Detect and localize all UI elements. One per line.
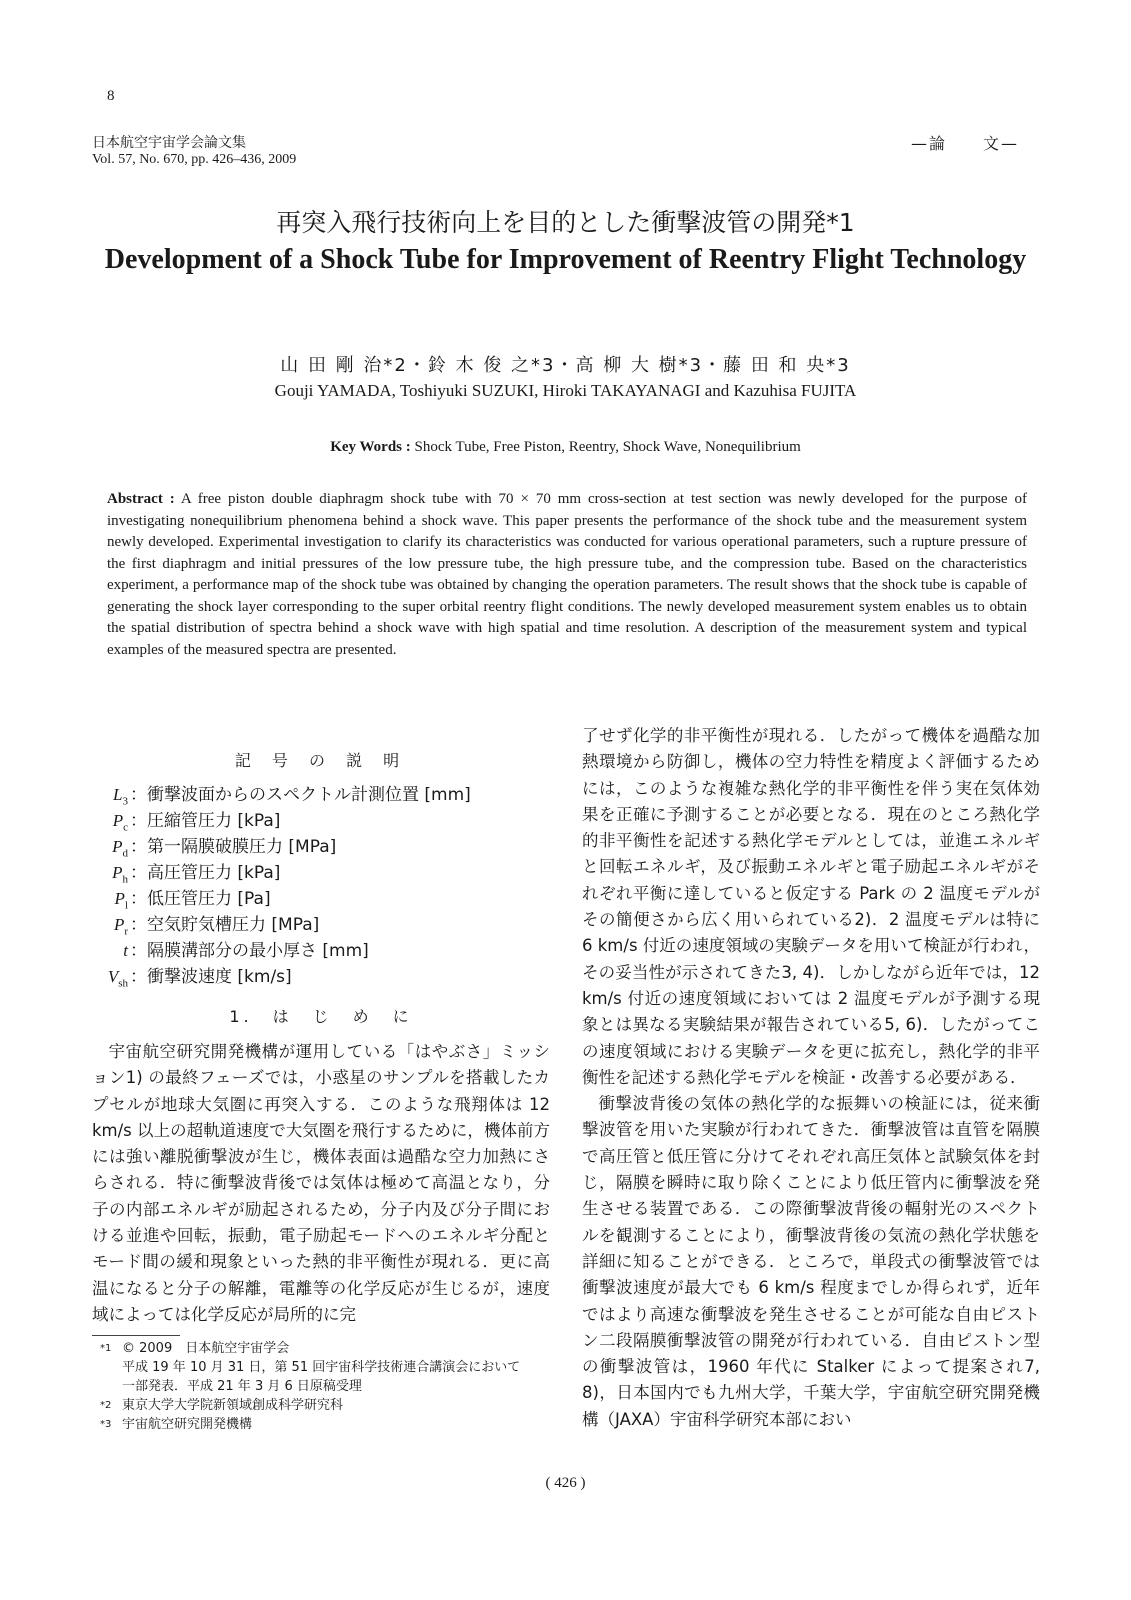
nomenclature-description: ：圧縮管圧力 [kPa] xyxy=(130,811,281,831)
right-paragraph-1: 了せず化学的非平衡性が現れる．したがって機体を過酷な加熱環境から防御し，機体の空力特性を精度よく評価するためには，このような複雑な熱化学的非平衡性を伴う実在気体効果を正確に予測することが必要となる．現在のところ熱化学的非平衡性を記述する熱化学モデルとしては，並進エネルギと回転エネルギ，及び振動エネルギと電子励起エネルギがそれぞれ平衡に達していると仮定する Park の 2 温度モデルがその簡便さから広く用いられている2)．2 温度モデルは特に 6 km/s 付近の速度領域の実験データを用いて検証が行われ，その妥当性が示されてきた3, 4)．しかしながら近年では，12 km/s 付近の速度領域においては 2 温度モデルが予測する現象とは異なる実験結果が報告されている5, 6)．したがってこの速度領域における実験データを更に拡充し，熱化学的非平衡性を記述する熱化学モデルを検証・改善する必要がある． xyxy=(582,726,1041,1087)
footnote xyxy=(100,1396,530,1415)
right-column xyxy=(582,723,1040,1433)
footnote-text: 宇宙航空研究開発機構 xyxy=(122,1417,253,1432)
footnote-text: 東京大学大学院新領域創成科学研究科 xyxy=(122,1398,344,1413)
keywords-label: Key Words : xyxy=(330,439,411,455)
nomenclature-list xyxy=(92,782,550,990)
article-type: —論 文— xyxy=(910,134,1019,153)
title-japanese: 再突入飛行技術向上を目的とした衝撃波管の開発*1 xyxy=(276,208,855,237)
nomenclature-description: ：空気貯気槽圧力 [MPa] xyxy=(130,915,320,935)
title-english: Development of a Shock Tube for Improvement of Reentry Flight Technology xyxy=(104,244,1027,275)
page-number-top: 8 xyxy=(107,88,115,104)
nomenclature-row xyxy=(92,912,550,938)
keywords xyxy=(0,439,1131,456)
nomenclature-row xyxy=(92,808,550,834)
nomenclature-row xyxy=(92,886,550,912)
footnote-mark xyxy=(100,1358,122,1396)
nomenclature-symbol: $V_{sh}$ xyxy=(107,967,128,990)
footnote-mark: *2 xyxy=(100,1400,112,1411)
nomenclature-description: ：衝撃波面からのスペクトル計測位置 [mm] xyxy=(130,785,471,805)
footnote xyxy=(100,1358,530,1396)
nomenclature-title: 記 号 の 説 明 xyxy=(234,751,408,770)
section-1-title: 1. は じ め に xyxy=(229,1007,413,1026)
footnote-text: 平成 19 年 10 月 31 日，第 51 回宇宙科学技術連合講演会において一部発表．平成 21 年 3 月 6 日原稿受理 xyxy=(122,1360,521,1394)
abstract-label: Abstract : xyxy=(107,491,175,507)
authors-english: Gouji YAMADA, Toshiyuki SUZUKI, Hiroki TAKAYANAGI and Kazuhisa FUJITA xyxy=(274,381,857,400)
footnote-mark: *3 xyxy=(100,1419,112,1430)
abstract xyxy=(107,489,1027,661)
footnote-divider xyxy=(92,1335,180,1336)
nomenclature-symbol: $P_l$ xyxy=(114,889,128,912)
footnotes xyxy=(100,1339,530,1434)
nomenclature-row xyxy=(92,834,550,860)
page-number-bottom: ( 426 ) xyxy=(545,1475,586,1491)
footnote xyxy=(100,1339,530,1358)
keywords-text: Shock Tube, Free Piston, Reentry, Shock Wave, Nonequilibrium xyxy=(414,439,801,455)
journal-name: 日本航空宇宙学会論文集 xyxy=(92,135,246,151)
journal-volume: Vol. 57, No. 670, pp. 426–436, 2009 xyxy=(92,152,297,167)
right-paragraph-2: 衝撃波背後の気体の熱化学的な振舞いの検証には，従来衝撃波管を用いた実験が行われてきた．衝撃波管は直管を隔膜で高圧管と低圧管に分けてそれぞれ高圧気体と試験気体を封じ，隔膜を瞬時に取り除くことにより低圧管内に衝撃波を発生させる装置である．この際衝撃波背後の輻射光のスペクトルを観測することにより，衝撃波背後の気流の熱化学状態を詳細に知ることができる．ところで，単段式の衝撃波管では衝撃波速度が最大でも 6 km/s 程度までしか得られず，近年ではより高速な衝撃波を発生させることが可能な自由ピストン二段隔膜衝撃波管の開発が行われている．自由ピストン型の衝撃波管は，1960 年代に Stalker によって提案され7, 8)，日本国内でも九州大学，千葉大学，宇宙航空研究開発機構（JAXA）宇宙科学研究本部におい xyxy=(582,1094,1040,1429)
abstract-text: A free piston double diaphragm shock tube with 70 × 70 mm cross-section at test section was newly developed for the purpose of investigating nonequilibrium phenomena behind a shock wave. This paper presents the performance of the shock tube and the measurement system newly developed. Experimental investigation to clarify its characteristics was conducted for various operational parameters, such a rupture pressure of the first diaphragm and initial pressures of the low pressure tube, the high pressure tube, and the compression tube. Based on the characteristics experiment, a performance map of the shock tube was obtained by changing the operation parameters. The result shows that the shock tube is capable of generating the shock layer corresponding to the super orbital reentry flight conditions. The newly developed measurement system enables us to obtain the spatial distribution of spectra behind a shock wave with high spatial and time resolution. A description of the measurement system and typical examples of the measured spectra are presented. xyxy=(107,491,1027,658)
nomenclature-row xyxy=(92,938,550,964)
nomenclature-symbol: $P_c$ xyxy=(112,811,128,834)
footnote xyxy=(100,1415,530,1434)
nomenclature-row xyxy=(92,964,550,990)
footnote-mark: *1 xyxy=(100,1343,112,1354)
nomenclature-symbol: $L_3$ xyxy=(113,785,128,808)
nomenclature-description: ：隔膜溝部分の最小厚さ [mm] xyxy=(130,941,369,961)
nomenclature-row xyxy=(92,860,550,886)
nomenclature-description: ：衝撃波速度 [km/s] xyxy=(130,967,292,987)
nomenclature-symbol: t xyxy=(123,941,128,960)
authors-japanese: 山 田 剛 治*2・鈴 木 俊 之*3・高 柳 大 樹*3・藤 田 和 央*3 xyxy=(280,355,851,376)
nomenclature-symbol: $P_d$ xyxy=(112,837,128,860)
nomenclature-description: ：第一隔膜破膜圧力 [MPa] xyxy=(130,837,337,857)
nomenclature-description: ：高圧管圧力 [kPa] xyxy=(130,863,281,883)
nomenclature-description: ：低圧管圧力 [Pa] xyxy=(130,889,271,909)
nomenclature-symbol: $P_h$ xyxy=(112,863,128,886)
nomenclature-symbol: $P_r$ xyxy=(113,915,128,938)
section-1-paragraph: 宇宙航空研究開発機構が運用している「はやぶさ」ミッション1) の最終フェーズでは，小惑星のサンプルを搭載したカプセルが地球大気圏に再突入する．このような飛翔体は 12 km/s 以上の超軌道速度で大気圏を飛行するために，機体前方には強い離脱衝撃波が生じ，機体表面は過酷な空力加熱にさらされる．特に衝撃波背後では気体は極めて高温となり，分子の内部エネルギが励起されるため，分子内及び分子間における並進や回転，振動，電子励起モードへのエネルギ分配とモード間の緩和現象といった熱的非平衡性が現れる．更に高温になると分子の解離，電離等の化学反応が生じるが，速度域によっては化学反応が局所的に完 xyxy=(92,1042,551,1324)
nomenclature-row xyxy=(92,782,550,808)
left-column xyxy=(92,748,550,1328)
footnote-text: © 2009 日本航空宇宙学会 xyxy=(122,1341,290,1356)
